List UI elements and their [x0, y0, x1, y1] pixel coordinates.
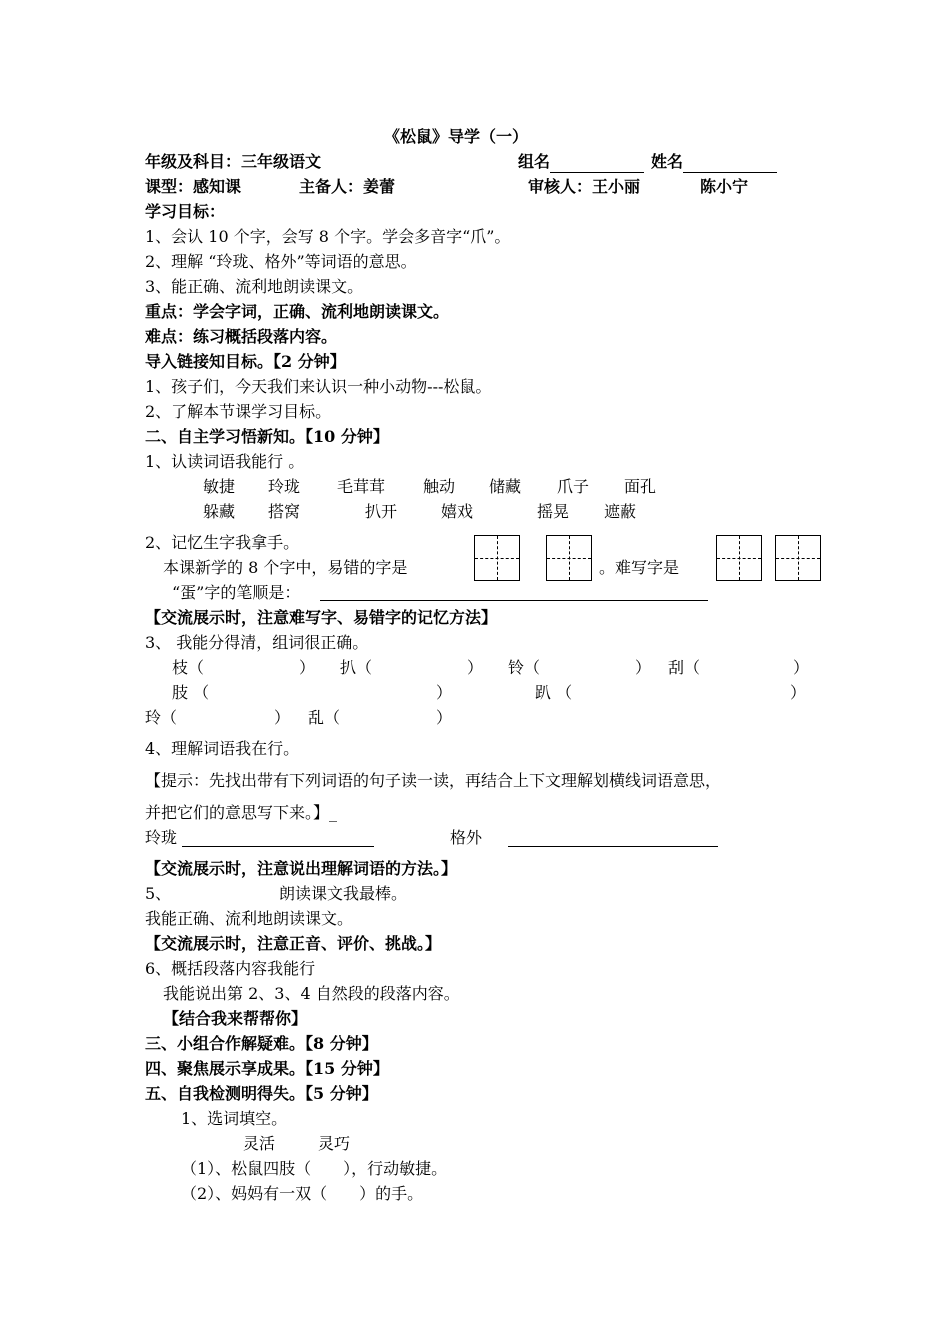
question-2: 2、记忆生字我拿手。 [145, 533, 300, 552]
hint-line: 【提示：先找出带有下列词语的句子读一读，再结合上下文理解划横线词语意思， [145, 771, 722, 790]
word-gewai: 格外 [450, 828, 483, 847]
objective-item: 2、理解 “玲珑、格外”等词语的意思。 [145, 252, 417, 271]
gewai-answer-line[interactable] [508, 846, 718, 847]
note-memory: 【交流展示时，注意难写字、易错字的记忆方法】 [145, 608, 498, 627]
question-1: 1、认读词语我能行 。 [145, 452, 305, 471]
lesson-type: 课型：感知课 [145, 177, 242, 196]
stroke-order-answer-line[interactable] [320, 600, 708, 601]
pair-open: 枝（ [172, 658, 205, 677]
question-5-line: 我能正确、流利地朗读课文。 [145, 909, 354, 928]
error-prone-prompt: 本课新学的 8 个字中，易错的字是 [163, 558, 408, 577]
pair-close: ） [299, 658, 316, 677]
fill-blank-sentence: （1）、松鼠四肢（ ），行动敏捷。 [181, 1159, 448, 1178]
pair-close: ） [793, 658, 810, 677]
question-5-number: 5、 [145, 884, 172, 903]
vocab-word: 储藏 [489, 477, 522, 496]
pair-close: ） [274, 708, 291, 727]
vocab-word: 触动 [423, 477, 456, 496]
intro-item: 2、了解本节课学习目标。 [145, 402, 332, 421]
pair-close: ） [436, 708, 453, 727]
question-6: 6、概括段落内容我能行 [145, 959, 316, 978]
pair-open: 肢 （ [172, 683, 210, 702]
intro-item: 1、孩子们，今天我们来认识一种小动物---松鼠。 [145, 377, 492, 396]
preparer: 主备人：姜蕾 [299, 177, 396, 196]
note-reading: 【交流展示时，注意正音、评价、挑战。】 [145, 934, 442, 953]
objective-item: 3、能正确、流利地朗读课文。 [145, 277, 364, 296]
question-4: 4、理解词语我在行。 [145, 739, 300, 758]
difficulty-point: 难点：练习概括段落内容。 [145, 327, 338, 346]
group-field[interactable] [550, 154, 644, 173]
linglong-answer-line[interactable] [182, 846, 374, 847]
writing-grid-box[interactable] [775, 535, 821, 581]
reviewer-2: 陈小宁 [700, 177, 749, 196]
question-3: 3、 我能分得清，组词很正确。 [145, 633, 369, 652]
writing-grid-box[interactable] [716, 535, 762, 581]
section5-heading: 五、自我检测明得失。【5 分钟】 [145, 1084, 378, 1103]
pair-open: 乱（ [308, 708, 341, 727]
vocab-word: 敏捷 [203, 477, 236, 496]
name-field[interactable] [683, 154, 777, 173]
page-title: 《松鼠》导学（一） [384, 127, 529, 146]
intro-heading: 导入链接知目标。【2 分钟】 [145, 352, 346, 371]
pair-open: 趴 （ [535, 683, 573, 702]
vocab-word: 玲珑 [268, 477, 301, 496]
vocab-word: 嬉戏 [441, 502, 474, 521]
choice-word: 灵巧 [318, 1134, 351, 1153]
section3-heading: 三、小组合作解疑难。【8 分钟】 [145, 1034, 378, 1053]
note-word-method: 【交流展示时，注意说出理解词语的方法。】 [145, 859, 458, 878]
key-point: 重点：学会字词，正确、流利地朗读课文。 [145, 302, 450, 321]
objectives-heading: 学习目标： [145, 202, 226, 221]
vocab-word: 爪子 [557, 477, 590, 496]
question-6-line: 我能说出第 2、3、4 自然段的段落内容。 [163, 984, 460, 1003]
vocab-word: 摇晃 [537, 502, 570, 521]
vocab-word: 毛茸茸 [337, 477, 386, 496]
stroke-order-prompt: “蛋”字的笔顺是： [172, 583, 301, 602]
word-linglong: 玲珑 [145, 828, 178, 847]
question-5: 朗读课文我最棒。 [279, 884, 408, 903]
fill-blank-instruction: 1、选词填空。 [181, 1109, 288, 1128]
pair-open: 扒（ [340, 658, 373, 677]
vocab-word: 搭窝 [268, 502, 301, 521]
writing-grid-box[interactable] [546, 535, 592, 581]
reviewer: 审核人：王小丽 [528, 177, 641, 196]
vocab-word: 躲藏 [203, 502, 236, 521]
pair-open: 铃（ [508, 658, 541, 677]
section4-heading: 四、聚焦展示享成果。【15 分钟】 [145, 1059, 389, 1078]
vocab-word: 扒开 [365, 502, 398, 521]
pair-close: ） [635, 658, 652, 677]
pair-close: ） [790, 683, 807, 702]
writing-grid-box[interactable] [474, 535, 520, 581]
section2-heading: 二、自主学习悟新知。【10 分钟】 [145, 427, 389, 446]
vocab-word: 遮蔽 [604, 502, 637, 521]
pair-open: 刮（ [668, 658, 701, 677]
fill-blank-sentence: （2）、妈妈有一双（ ）的手。 [181, 1184, 424, 1203]
pair-open: 玲（ [145, 708, 178, 727]
choice-word: 灵活 [243, 1134, 276, 1153]
grade-subject: 年级及科目：三年级语文 [145, 152, 322, 171]
hint-line: 并把它们的意思写下来。】_ [145, 803, 338, 822]
group-label: 组名 [518, 151, 644, 173]
objective-item: 1、会认 10 个字，会写 8 个字。学会多音字“爪”。 [145, 227, 511, 246]
hard-chars-prompt: 。难写字是 [599, 558, 680, 577]
pair-close: ） [467, 658, 484, 677]
name-label: 姓名 [651, 151, 777, 173]
vocab-word: 面孔 [624, 477, 657, 496]
note-help: 【结合我来帮帮你】 [163, 1009, 308, 1028]
pair-close: ） [436, 683, 453, 702]
